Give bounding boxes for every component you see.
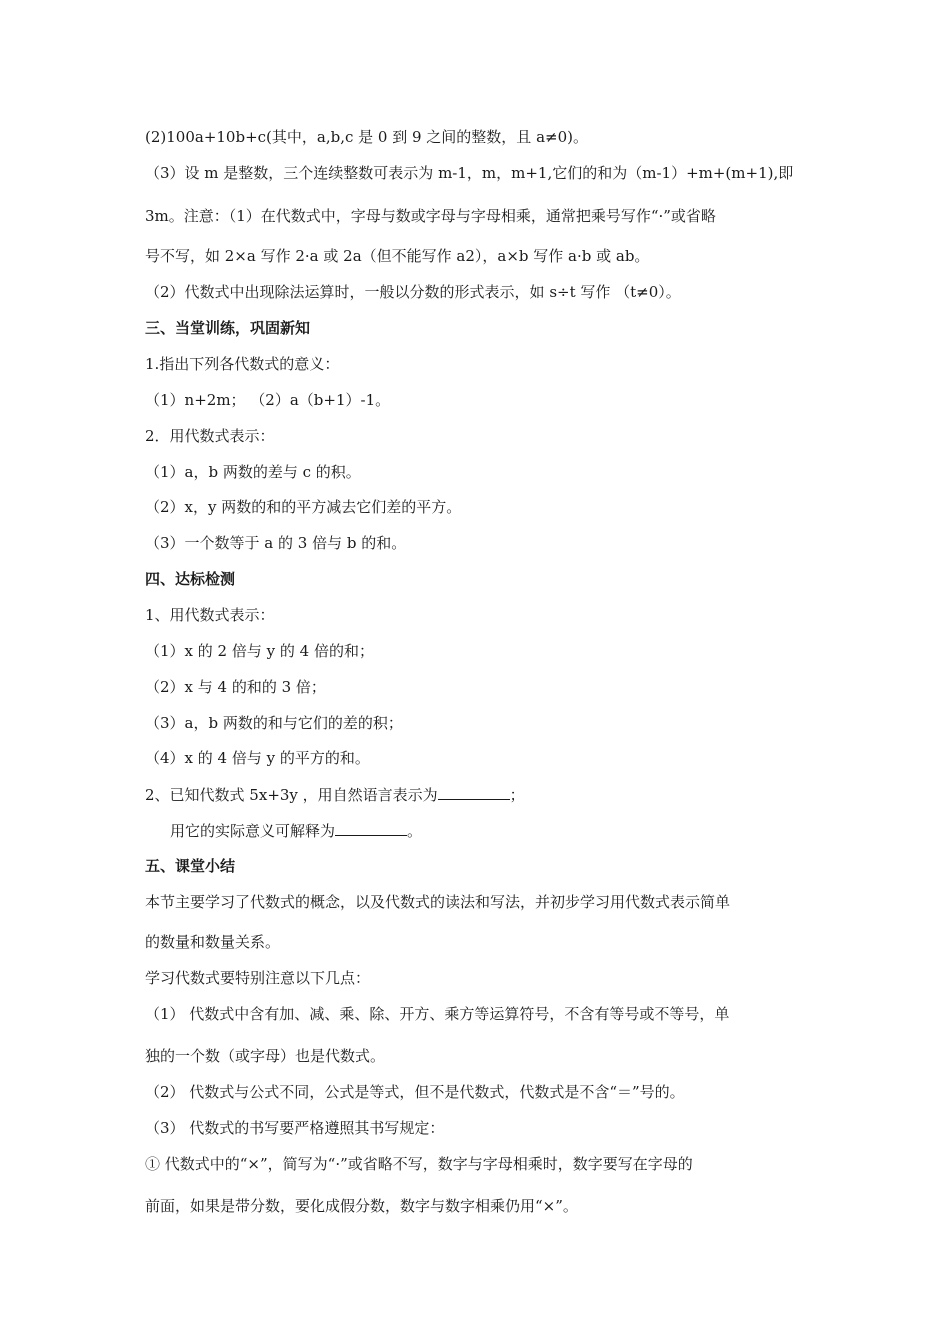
question-punct: 。 [407, 822, 423, 840]
text-line: 的数量和数量关系。 [145, 933, 281, 951]
text-line: 本节主要学习了代数式的概念，以及代数式的读法和写法，并初步学习用代数式表示简单 [145, 893, 731, 911]
question-text: 用它的实际意义可解释为 [170, 822, 336, 840]
question-text: 2、已知代数式 5x+3y ，用自然语言表示为 [145, 786, 438, 804]
fill-in-question [170, 820, 810, 841]
text-line: （1）x 的 2 倍与 y 的 4 倍的和； [145, 642, 374, 660]
text-line: 1.指出下列各代数式的意义： [145, 355, 340, 373]
text-line: （3）一个数等于 a 的 3 倍与 b 的和。 [145, 534, 407, 552]
question-punct: ； [509, 786, 525, 804]
text-line: 独的一个数（或字母）也是代数式。 [145, 1047, 386, 1065]
text-line: （1）n+2m； （2）a（b+1）-1。 [145, 391, 391, 409]
fill-in-question [145, 784, 810, 805]
text-line: （2）x，y 两数的和的平方减去它们差的平方。 [145, 498, 462, 516]
text-line: 学习代数式要特别注意以下几点： [145, 969, 371, 987]
text-line: 2．用代数式表示： [145, 427, 275, 445]
text-line: （2）代数式中出现除法运算时，一般以分数的形式表示，如 s÷t 写作 （t≠0）。 [145, 283, 681, 301]
answer-blank[interactable] [335, 820, 407, 836]
text-line: （3）设 m 是整数，三个连续整数可表示为 m-1，m，m+1,它们的和为（m-1）+m+(m+1),即 [145, 164, 794, 182]
text-line: 前面，如果是带分数，要化成假分数，数字与数字相乘仍用“×”。 [145, 1197, 578, 1215]
text-line: （1） 代数式中含有加、减、乘、除、开方、乘方等运算符号，不含有等号或不等号，单 [145, 1005, 730, 1023]
text-line: 1、用代数式表示： [145, 606, 275, 624]
text-line: （2） 代数式与公式不同，公式是等式，但不是代数式，代数式是不含“＝”号的。 [145, 1083, 685, 1101]
text-line: （3）a，b 两数的和与它们的差的积； [145, 714, 403, 732]
section-heading-3: 三、当堂训练，巩固新知 [145, 319, 311, 337]
text-line: 3m。注意：（1）在代数式中，字母与数或字母与字母相乘，通常把乘号写作“·”或省略 [145, 207, 716, 225]
answer-blank[interactable] [438, 784, 510, 800]
text-line: （1）a，b 两数的差与 c 的积。 [145, 463, 361, 481]
text-line: (2)100a+10b+c(其中，a,b,c 是 0 到 9 之间的整数，且 a≠0)。 [145, 128, 588, 146]
text-line: （4）x 的 4 倍与 y 的平方的和。 [145, 749, 370, 767]
section-heading-5: 五、课堂小结 [145, 857, 236, 875]
text-line: 号不写，如 2×a 写作 2·a 或 2a（但不能写作 a2），a×b 写作 a·b 或 ab。 [145, 247, 650, 265]
text-line: ① 代数式中的“×”，简写为“·”或省略不写，数字与字母相乘时，数字要写在字母的 [145, 1155, 693, 1173]
section-heading-4: 四、达标检测 [145, 570, 236, 588]
text-line: （3） 代数式的书写要严格遵照其书写规定： [145, 1119, 445, 1137]
text-line: （2）x 与 4 的和的 3 倍； [145, 678, 326, 696]
